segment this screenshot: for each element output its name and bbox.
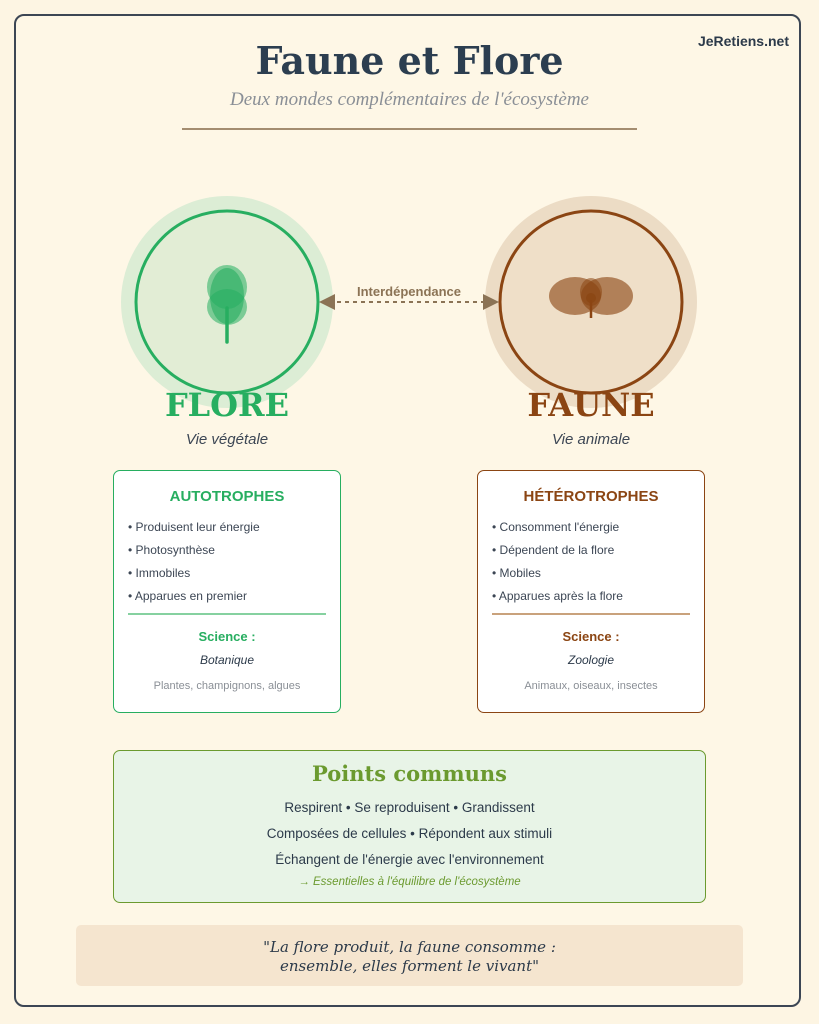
list-item: • Dépendent de la flore [492,543,615,557]
interdependance-label: Interdépendance [356,284,462,299]
common-points-title: Points communs [312,761,507,786]
brand-label: JeRetiens.net [697,33,789,49]
common-points-box [113,750,706,903]
list-item: • Photosynthèse [128,543,215,557]
faune-title: FAUNE [527,386,655,424]
flore-subtitle: Vie végétale [185,431,269,448]
page-title: Faune et Flore [255,38,564,83]
list-item: • Apparues après la flore [492,589,623,603]
faune-science-label: Science : [562,629,620,644]
faune-card [477,470,705,713]
flore-card-heading: AUTOTROPHES [169,488,285,505]
list-item: • Mobiles [492,566,541,580]
flore-science-label: Science : [198,629,256,644]
common-line: Échangent de l'énergie avec l'environnement [275,852,544,867]
flore-title: FLORE [164,386,290,424]
flore-examples: Plantes, champignons, algues [153,680,301,692]
quote-box [76,925,743,986]
quote-line: "La flore produit, la faune consomme : [263,938,556,956]
faune-science-name: Zoologie [567,653,615,667]
faune-examples: Animaux, oiseaux, insectes [524,680,658,692]
flore-card [113,470,341,713]
list-item: • Apparues en premier [128,589,247,603]
list-item: • Produisent leur énergie [128,520,260,534]
page-subtitle: Deux mondes complémentaires de l'écosystème [230,89,589,110]
quote-line: ensemble, elles forment le vivant" [280,957,539,975]
list-item: • Immobiles [128,566,191,580]
faune-card-divider [492,613,690,615]
faune-card-list [492,520,623,612]
faune-card-heading: HÉTÉROTROPHES [523,488,659,505]
faune-subtitle: Vie animale [551,431,631,448]
common-line: Respirent • Se reproduisent • Grandissent [284,800,535,815]
common-points-note: → Essentielles à l'équilibre de l'écosystème [298,876,521,888]
common-line: Composées de cellules • Répondent aux stimuli [266,826,553,841]
quote-text [76,938,743,976]
butterfly-icon [549,277,633,318]
flore-science-name: Botanique [199,653,255,667]
flore-card-list [128,520,260,612]
flore-card-divider [128,613,326,615]
list-item: • Consomment l'énergie [492,520,620,534]
